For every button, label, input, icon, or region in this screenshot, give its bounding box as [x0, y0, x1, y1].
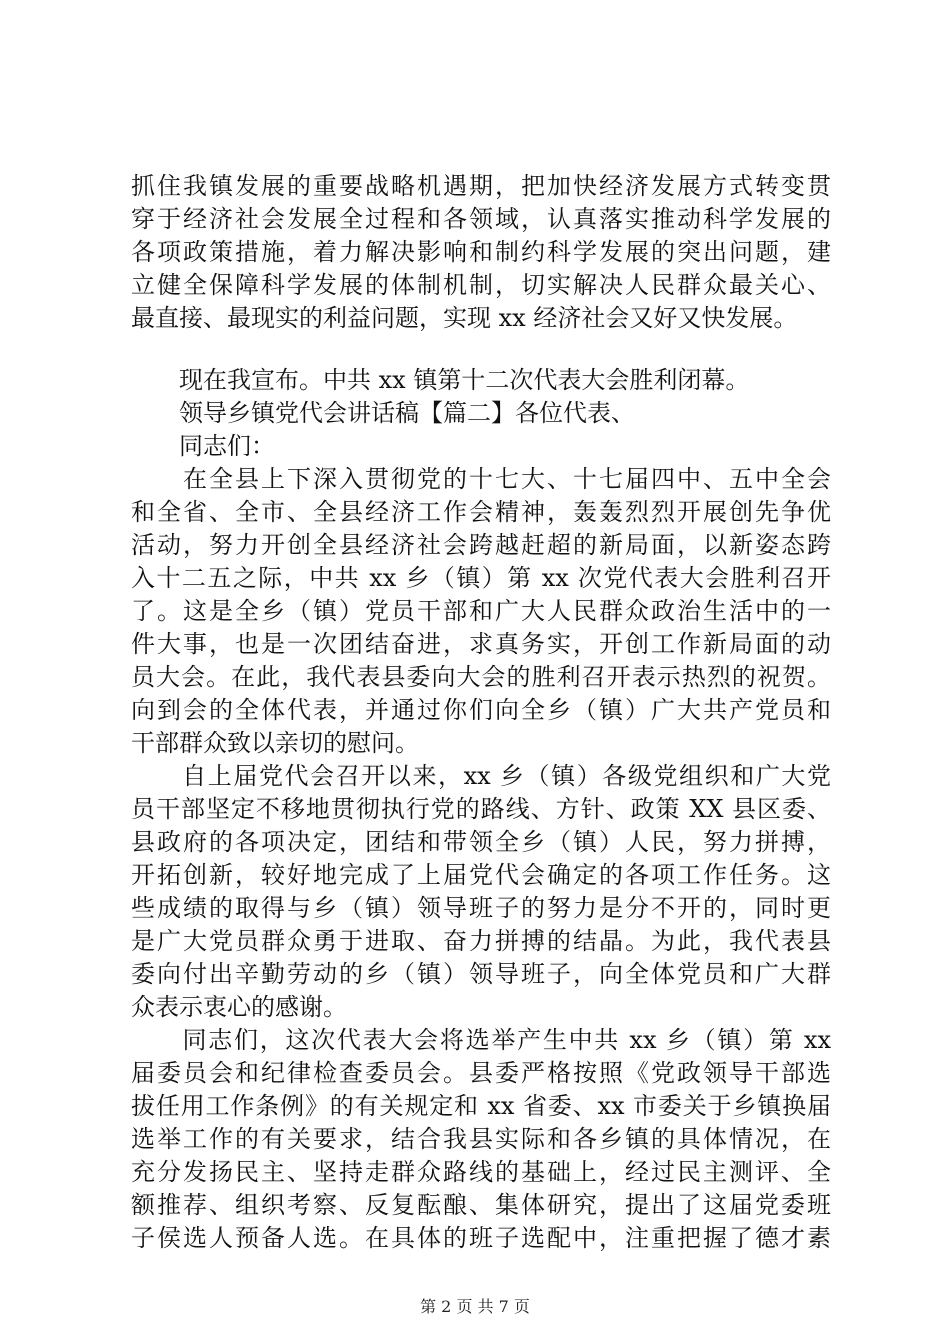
text-line: 拔任用工作条例》的有关规定和 xx 省委、xx 市委关于乡镇换届	[131, 1092, 831, 1120]
text-line: 选举工作的有关要求，结合我县实际和各乡镇的具体情况，在	[131, 1125, 831, 1153]
text-line: 最直接、最现实的利益问题，实现 xx 经济社会又好又快发展。	[131, 304, 798, 332]
text-line: 和全省、全市、全县经济工作会精神，轰轰烈烈开展创先争优	[131, 498, 831, 526]
text-line: 在全县上下深入贯彻党的十七大、十七届四中、五中全会	[131, 465, 831, 493]
text-line: 额推荐、组织考察、反复酝酿、集体研究，提出了这届党委班	[131, 1191, 831, 1219]
text-line: 向到会的全体代表，并通过你们向全乡（镇）广大共产党员和	[131, 696, 831, 724]
page-number-footer: 第 2 页 共 7 页	[420, 1297, 530, 1316]
text-line: 届委员会和纪律检查委员会。县委严格按照《党政领导干部选	[131, 1059, 831, 1087]
text-line: 子侯选人预备人选。在具体的班子选配中，注重把握了德才素	[131, 1224, 831, 1252]
text-line: 员干部坚定不移地贯彻执行党的路线、方针、政策 XX 县区委、	[131, 795, 831, 823]
text-line: 委向付出辛勤劳动的乡（镇）领导班子，向全体党员和广大群	[131, 960, 831, 988]
text-line: 干部群众致以亲切的慰问。	[131, 729, 419, 757]
text-line: 开拓创新，较好地完成了上届党代会确定的各项工作任务。这	[131, 861, 831, 889]
text-line: 入十二五之际，中共 xx 乡（镇）第 xx 次党代表大会胜利召开	[131, 564, 831, 592]
text-line: 县政府的各项决定，团结和带领全乡（镇）人民，努力拼搏，	[131, 828, 831, 856]
text-line: 件大事，也是一次团结奋进，求真务实，开创工作新局面的动	[131, 630, 831, 658]
text-line: 是广大党员群众勇于进取、奋力拼搏的结晶。为此，我代表县	[131, 927, 831, 955]
text-line: 同志们，这次代表大会将选举产生中共 xx 乡（镇）第 xx	[131, 1026, 831, 1054]
text-line: 现在我宣布。中共 xx 镇第十二次代表大会胜利闭幕。	[131, 366, 750, 394]
text-line: 穿于经济社会发展全过程和各领域，认真落实推动科学发展的	[131, 205, 831, 233]
text-line: 活动，努力开创全县经济社会跨越赶超的新局面，以新姿态跨	[131, 531, 831, 559]
text-line: 立健全保障科学发展的体制机制，切实解决人民群众最关心、	[131, 271, 831, 299]
text-line: 充分发扬民主、坚持走群众路线的基础上，经过民主测评、全	[131, 1158, 831, 1186]
text-line: 同志们：	[131, 432, 275, 460]
text-line: 各项政策措施，着力解决影响和制约科学发展的突出问题，建	[131, 238, 831, 266]
text-line: 抓住我镇发展的重要战略机遇期，把加快经济发展方式转变贯	[131, 172, 831, 200]
text-line: 自上届党代会召开以来，xx 乡（镇）各级党组织和广大党	[131, 762, 831, 790]
text-line: 领导乡镇党代会讲话稿【篇二】各位代表、	[131, 399, 635, 427]
text-line: 些成绩的取得与乡（镇）领导班子的努力是分不开的，同时更	[131, 894, 831, 922]
text-line: 了。这是全乡（镇）党员干部和广大人民群众政治生活中的一	[131, 597, 831, 625]
text-line: 众表示衷心的感谢。	[131, 993, 347, 1021]
text-line: 员大会。在此，我代表县委向大会的胜利召开表示热烈的祝贺。	[131, 663, 831, 691]
